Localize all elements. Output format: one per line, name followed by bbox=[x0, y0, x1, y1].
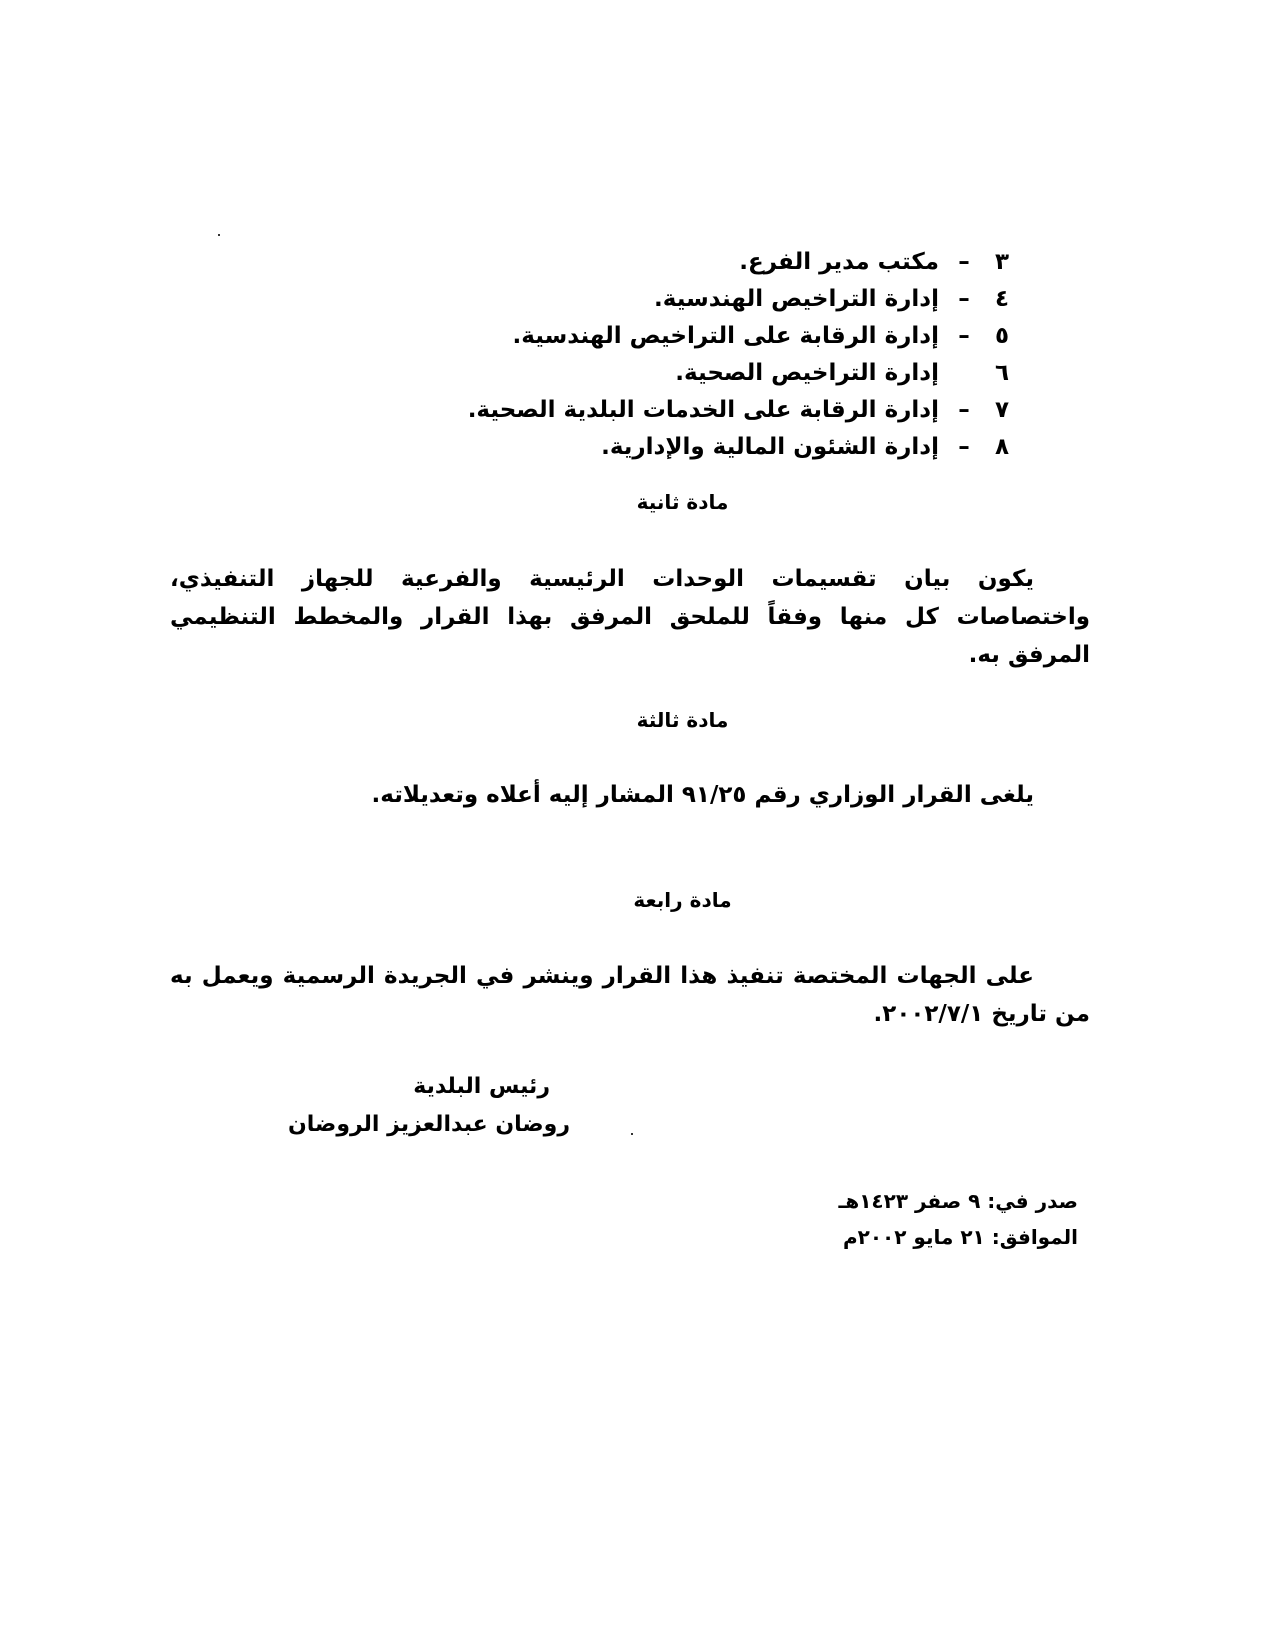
list-item-text: إدارة الرقابة على التراخيص الهندسية. bbox=[512, 323, 939, 349]
signature-block bbox=[170, 1068, 570, 1144]
list-item-number: ٣ bbox=[994, 249, 1010, 275]
article-4-text: على الجهات المختصة تنفيذ هذا القرار وينشر في الجريدة الرسمية ويعمل به من تاريخ ٢٠٠٢/٧/١. bbox=[170, 963, 1090, 1027]
list-item-separator: – bbox=[958, 397, 970, 423]
list-item-number: ٨ bbox=[994, 434, 1010, 460]
list-item-text: إدارة التراخيص الصحية. bbox=[675, 360, 939, 386]
signature-title: رئيس البلدية bbox=[413, 1074, 550, 1099]
list-item bbox=[315, 392, 1015, 429]
article-2-heading: مادة ثانية bbox=[636, 490, 729, 514]
list-item-number: ٥ bbox=[994, 323, 1010, 349]
list-item-number: ٤ bbox=[994, 286, 1010, 312]
list-item bbox=[315, 244, 1015, 281]
article-2-text: يكون بيان تقسيمات الوحدات الرئيسية والفرعية للجهاز التنفيذي، واختصاصات كل منها وفقاً للملحق المرفق بهذا القرار والمخطط التنظيمي المرفق به. bbox=[170, 566, 1090, 668]
list-item-separator: – bbox=[958, 286, 970, 312]
list-item-text: إدارة الشئون المالية والإدارية. bbox=[601, 434, 939, 460]
scan-speck bbox=[218, 234, 220, 236]
list-item-number: ٦ bbox=[994, 360, 1010, 386]
list-item bbox=[315, 429, 1015, 466]
issued-gregorian-date: الموافق: ٢١ مايو ٢٠٠٢م bbox=[842, 1225, 1078, 1249]
list-item-separator: – bbox=[958, 434, 970, 460]
issued-hijri-date: صدر في: ٩ صفر ١٤٢٣هـ bbox=[838, 1189, 1078, 1213]
scan-speck bbox=[631, 1133, 633, 1135]
list-item bbox=[315, 281, 1015, 318]
list-item-separator: – bbox=[958, 323, 970, 349]
issue-dates bbox=[698, 1183, 1078, 1255]
article-4-heading: مادة رابعة bbox=[633, 888, 732, 912]
list-item-text: مكتب مدير الفرع. bbox=[739, 249, 939, 275]
list-item bbox=[315, 355, 1015, 392]
article-3-heading: مادة ثالثة bbox=[636, 708, 729, 732]
list-item-text: إدارة التراخيص الهندسية. bbox=[654, 286, 939, 312]
units-list bbox=[315, 244, 1015, 466]
signature-name: روضان عبدالعزيز الروضان bbox=[288, 1112, 570, 1137]
article-3-text: يلغى القرار الوزاري رقم ٩١/٢٥ المشار إليه أعلاه وتعديلاته. bbox=[371, 782, 1034, 808]
list-item bbox=[315, 318, 1015, 355]
list-item-number: ٧ bbox=[994, 397, 1010, 423]
list-item-text: إدارة الرقابة على الخدمات البلدية الصحية. bbox=[467, 397, 939, 423]
list-item-separator: – bbox=[958, 249, 970, 275]
